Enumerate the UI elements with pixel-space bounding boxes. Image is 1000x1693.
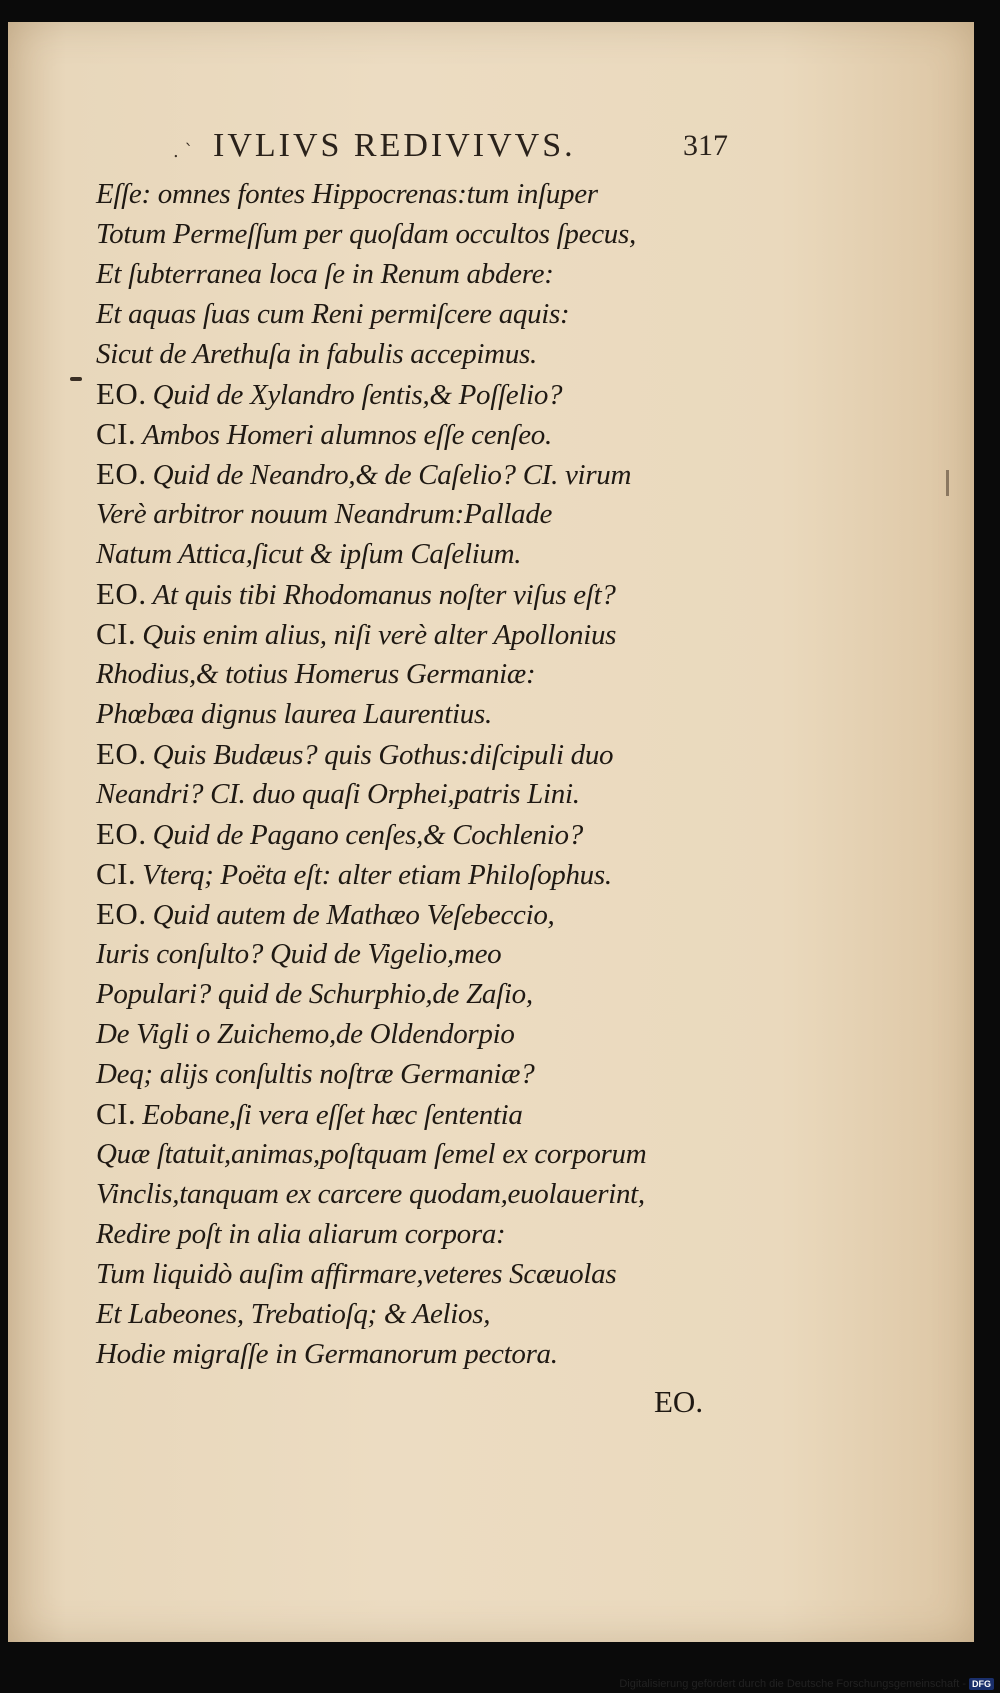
verse-text: Rhodius,& totius Homerus Germaniæ: [96,658,536,690]
verse-line [96,214,736,254]
verse-line [96,1134,736,1174]
verse-text: Tum liquidò auſim affirmare,veteres Scæuolas [96,1258,617,1290]
digitization-footer [619,1678,994,1690]
verse-text: Redire poſt in alia aliarum corpora: [96,1218,506,1250]
margin-dash-mark [70,377,82,381]
verse-text: Quis enim alius, niſi verè alter Apollonius [142,619,617,651]
verse-line [96,334,736,374]
verse-line [96,1014,736,1054]
verse-line [96,654,736,694]
speaker-label: EO. [96,816,147,851]
verse-line [96,774,736,814]
verse-text: At quis tibi Rhodomanus noſter viſus eſt? [152,579,616,611]
verse-text: Neandri? CI. duo quaſi Orphei,patris Lini. [96,778,580,810]
verse-text: Hodie migraſſe in Germanorum pectora. [96,1338,558,1370]
speaker-label: CI. [96,856,137,891]
speaker-label: EO. [96,456,147,491]
verse-text: Et ſubterranea loca ſe in Renum abdere: [96,258,554,290]
footer-credit: Digitalisierung gefördert durch die Deutsche Forschungsgemeinschaft - [619,1678,966,1690]
verse-line [96,894,736,934]
verse-text: Et Labeones, Trebatioſq; & Aelios, [96,1298,491,1330]
verse-text-block [96,174,736,1374]
verse-line [96,374,736,414]
verse-line [96,1294,736,1334]
verse-text: Sicut de Arethuſa in fabulis accepimus. [96,338,537,370]
running-title: IVLIVS REDIVIVVS. [213,127,576,164]
speaker-label: EO. [96,896,147,931]
verse-line [96,1214,736,1254]
verse-line [96,414,736,454]
verse-line [96,534,736,574]
verse-line [96,1094,736,1134]
verse-text: Natum Attica,ſicut & ipſum Caſelium. [96,538,522,570]
verse-text: Vinclis,tanquam ex carcere quodam,euolauerint, [96,1178,645,1210]
verse-text: Deq; aliјs conſultis noſtræ Germaniæ? [96,1058,535,1090]
verse-text: Verè arbitror nouum Neandrum:Pallade [96,498,553,530]
verse-line [96,694,736,734]
speaker-label: EO. [96,576,147,611]
speaker-label: CI. [96,616,137,651]
verse-text: Populari? quid de Schurphio,de Zaſio, [96,978,533,1010]
verse-line [96,974,736,1014]
verse-text: Phœbæa dignus laurea Laurentius. [96,698,492,730]
speaker-label: EO. [96,736,147,771]
speaker-label: CI. [96,1096,137,1131]
verse-line [96,1254,736,1294]
dfg-logo-icon: DFG [969,1678,994,1690]
verse-line [96,1334,736,1374]
book-page [8,22,974,1642]
verse-line [96,174,736,214]
verse-line [96,1054,736,1094]
verse-line [96,454,736,494]
verse-line [96,934,736,974]
margin-pencil-mark [946,470,949,496]
verse-text: De Vigli o Zuichemo,de Oldendorpio [96,1018,515,1050]
verse-text: Ambos Homeri alumnos eſſe cenſeo. [142,419,552,451]
ink-specks: . ˋ [173,141,194,162]
verse-text: Quæ ſtatuit,animas,poſtquam ſemel ex corporum [96,1138,647,1170]
running-header [173,127,728,167]
verse-text: Eſſe: omnes fontes Hippocrenas:tum inſuper [96,178,598,210]
verse-text: Iuris conſulto? Quid de Vigelio,meo [96,938,502,970]
verse-text: Eobane,ſi vera eſſet hæc ſententia [142,1099,523,1131]
speaker-label: CI. [96,416,137,451]
page-number: 317 [683,129,728,162]
verse-text: Quid autem de Mathæo Veſebeccio, [152,899,555,931]
verse-line [96,814,736,854]
verse-text: Quis Budæus? quis Gothus:diſcipuli duo [152,739,614,771]
verse-line [96,254,736,294]
verse-line [96,1174,736,1214]
verse-text: Quid de Neandro,& de Caſelio? CI. virum [152,459,632,491]
verse-line [96,294,736,334]
verse-line [96,574,736,614]
verse-text: Quid de Xylandro ſentis,& Poſſelio? [152,379,563,411]
speaker-label: EO. [96,376,147,411]
catchword: EO. [654,1384,704,1419]
verse-line [96,614,736,654]
verse-line [96,494,736,534]
verse-text: Quid de Pagano cenſes,& Cochlenio? [152,819,583,851]
verse-text: Totum Permeſſum per quoſdam occultos ſpecus, [96,218,636,250]
verse-line [96,734,736,774]
verse-text: Vterq; Poëta eſt: alter etiam Philoſophus. [142,859,612,891]
verse-text: Et aquas ſuas cum Reni permiſcere aquis: [96,298,570,330]
verse-line [96,854,736,894]
